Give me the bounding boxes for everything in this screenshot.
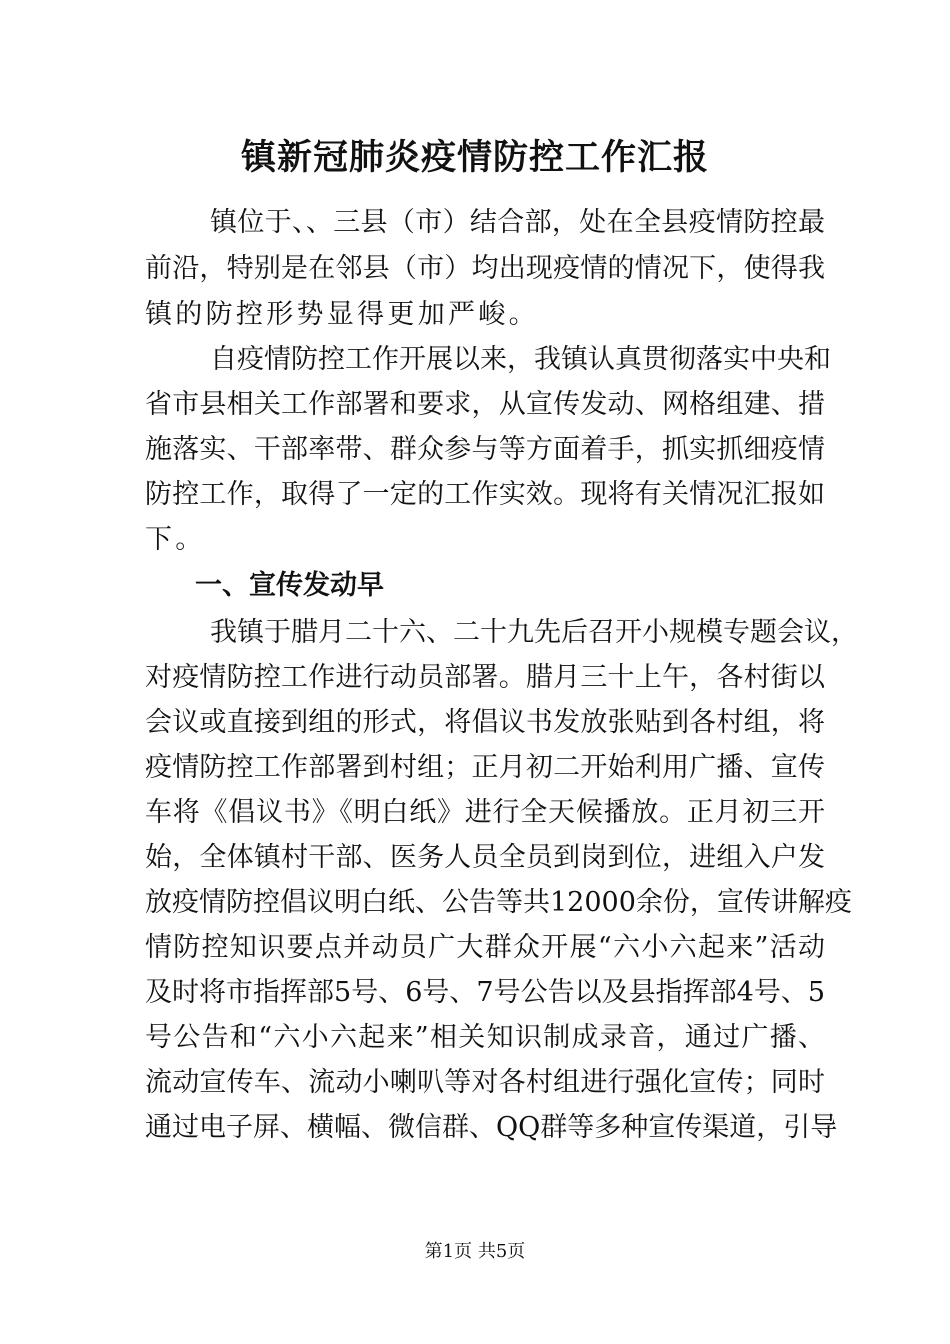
paragraph-line: 通过电子屏、横幅、微信群、QQ群等多种宣传渠道，引导 bbox=[145, 1112, 838, 1143]
paragraph-line: 施落实、干部率带、群众参与等方面着手，抓实抓细疫情 bbox=[145, 434, 825, 465]
paragraph-line: 镇位于、、三县（市）结合部，处在全县疫情防控最 bbox=[210, 207, 825, 238]
paragraph-line: 放疫情防控倡议明白纸、公告等共12000余份，宣传讲解疫 bbox=[145, 887, 852, 918]
paragraph-line: 疫情防控工作部署到村组；正月初二开始利用广播、宣传 bbox=[145, 752, 825, 783]
paragraph-line: 情防控知识要点并动员广大群众开展“六小六起来”活动 bbox=[145, 932, 825, 963]
paragraph-line: 防控工作，取得了一定的工作实效。现将有关情况汇报如 bbox=[145, 479, 825, 510]
paragraph-line: 下。 bbox=[145, 524, 206, 555]
paragraph-line: 对疫情防控工作进行动员部署。腊月三十上午，各村街以 bbox=[145, 662, 825, 693]
page-number-footer: 第1页 共5页 bbox=[424, 1241, 526, 1262]
document-title: 镇新冠肺炎疫情防控工作汇报 bbox=[240, 137, 709, 178]
paragraph-line: 我镇于腊月二十六、二十九先后召开小规模专题会议， bbox=[210, 617, 858, 648]
paragraph-line: 自疫情防控工作开展以来，我镇认真贯彻落实中央和 bbox=[210, 344, 831, 375]
paragraph-line: 车将《倡议书》《明白纸》进行全天候播放。正月初三开 bbox=[145, 797, 825, 828]
section-heading: 一、宣传发动早 bbox=[195, 570, 384, 601]
paragraph-line: 号公告和“六小六起来”相关知识制成录音，通过广播、 bbox=[145, 1022, 825, 1053]
paragraph-line: 镇的防控形势显得更加严峻。 bbox=[145, 299, 539, 330]
paragraph-line: 始，全体镇村干部、医务人员全员到岗到位，进组入户发 bbox=[145, 842, 825, 873]
paragraph-line: 前沿，特别是在邻县（市）均出现疫情的情况下，使得我 bbox=[145, 253, 825, 284]
paragraph-line: 及时将市指挥部5号、6号、7号公告以及县指挥部4号、5 bbox=[145, 977, 825, 1008]
paragraph-line: 省市县相关工作部署和要求，从宣传发动、网格组建、措 bbox=[145, 389, 825, 420]
paragraph-line: 流动宣传车、流动小喇叭等对各村组进行强化宣传；同时 bbox=[145, 1067, 825, 1098]
paragraph-line: 会议或直接到组的形式，将倡议书发放张贴到各村组，将 bbox=[145, 707, 825, 738]
